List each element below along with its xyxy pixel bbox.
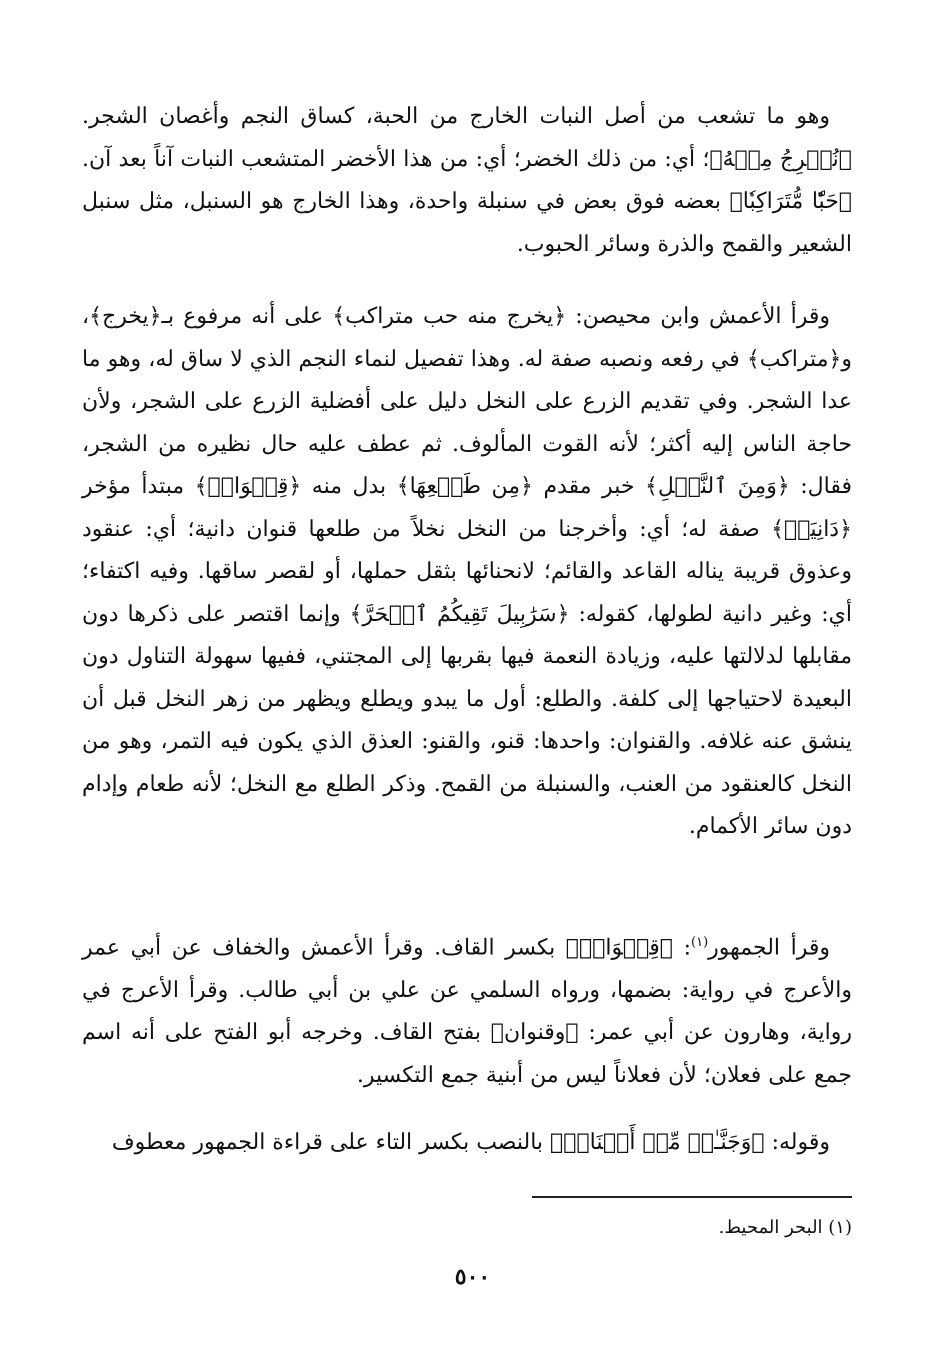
footnote-marker: (١) <box>691 935 709 950</box>
paragraph-4: وقوله: ﴿وَجَنَّـٰتٖ مِّنۡ أَعۡنَابٖ﴾ بالنصب بكسر التاء على قراءة الجمهور معطوف <box>111 1130 830 1155</box>
paragraph-2: وقرأ الأعمش وابن محيصن: ﴿يخرج منه حب متراكب﴾ على أنه مرفوع بـ﴿يخرج﴾، و﴿متراكب﴾ في رفعه ونصبه صفة له. وهذا تفصيل لنماء النجم الذي لا ساق له، وهو ما عدا الشجر. وفي تقديم الزرع على النخل دليل على أفضلية الزرع على الشجر، ولأن حاجة الناس إليه أكثر؛ لأنه القوت المألوف. ثم عطف عليه حال نظيره من الشجر، فقال: ﴿وَمِنَ ٱلنَّخۡلِ﴾ خبر مقدم ﴿مِن طَلۡعِهَا﴾ بدل منه ﴿قِنۡوَانٞ﴾ مبتدأ مؤخر ﴿دَانِيَةٞ﴾ صفة له؛ أي: وأخرجنا من النخل نخلاً من طلعها قنوان دانية؛ أي: عنقود وعذوق قريبة يناله القاعد والقائم؛ لانحنائها بثقل حملها، أو لقصر ساقها. وفيه اكتفاء؛ أي: وغير دانية لطولها، كقوله: ﴿سَرَٰبِيلَ تَقِيكُمُ ٱلۡحَرَّ﴾ وإنما اقتصر على ذكرها دون مقابلها لدلالتها عليه، وزيادة النعمة فيها بقربها إلى المجتني، ففيها سهولة التناول دون البعيدة لاحتياجها إلى كلفة. والطلع: أول ما يبدو ويطلع ويظهر من زهر النخل قبل أن ينشق عنه غلافه. والقنوان: واحدها: قنو، والقنو: العذق الذي يكون فيه التمر، وهو من النخل كالعنقود من العنب، والسنبلة من القمح. وذكر الطلع مع النخل؛ لأنه طعام وإدام دون سائر الأكمام. <box>82 304 852 839</box>
page-number: ٥٠٠ <box>454 1264 491 1290</box>
paragraph-3-rest: : ﴿قِنۡوَانٞ﴾ بكسر القاف. وقرأ الأعمش والخفاف عن أبي عمر والأعرج في رواية: بضمها، ورواه السلمي عن علي بن أبي طالب. وقرأ الأعرج في رواية، وهارون عن أبي عمر: ﴿وقنوان﴾ بفتح القاف. وخرجه أبو الفتح على أنه اسم جمع على فعلان؛ لأن فعلاناً ليس من أبنية جمع التكسير. <box>82 935 852 1088</box>
footnote-separator <box>532 1196 852 1198</box>
paragraph-3-start: وقرأ الجمهور <box>708 935 830 961</box>
paragraph-3 <box>82 922 852 1097</box>
paragraph-1: وهو ما تشعب من أصل النبات الخارج من الحبة، كساق النجم وأغصان الشجر. ﴿نُخۡرِجُ مِنۡهُ﴾؛ أي: من ذلك الخضر؛ أي: من هذا الأخضر المتشعب النبات آناً بعد آن. ﴿حَبّٗا مُّتَرَاكِبٗا﴾ بعضه فوق بعض في سنبلة واحدة، وهذا الخارج هو السنبل، مثل سنبل الشعير والقمح والذرة وسائر الحبوب. <box>82 104 852 257</box>
footnote: (١) البحر المحيط. <box>718 1217 852 1238</box>
